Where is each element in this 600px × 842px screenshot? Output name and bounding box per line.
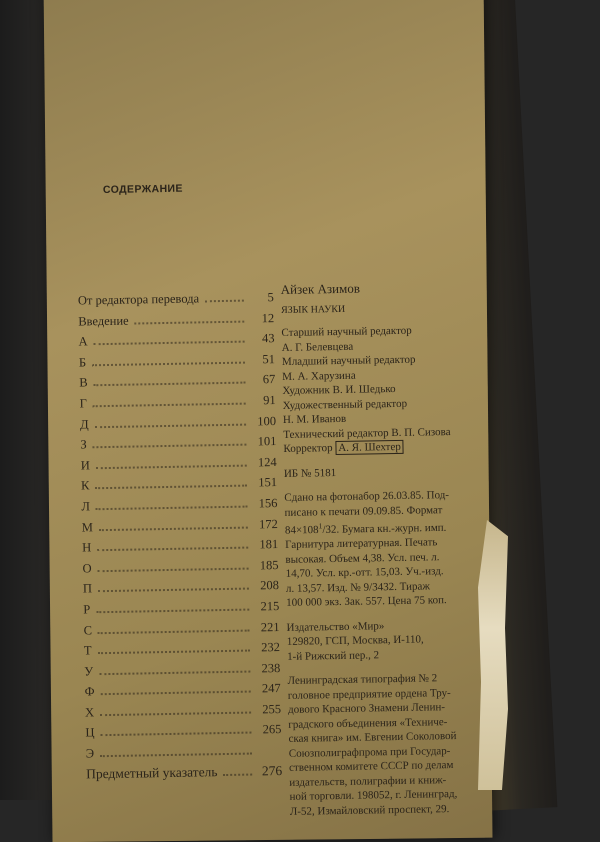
toc-entry-label: С [83, 620, 92, 641]
staff-line: Старший научный редактор [281, 323, 477, 341]
production-line: Бумага кн.-журн. имп. [342, 522, 447, 536]
toc-entry-page: 238 [256, 658, 280, 679]
toc-entry-label: Э [86, 743, 95, 764]
toc-entry-page: 5 [250, 287, 274, 308]
production-line: 100 000 экз. Зак. 557. Цена 75 коп. [286, 593, 482, 611]
toc-leader-dots [94, 413, 246, 428]
format-fraction: /32. [322, 524, 339, 536]
toc-leader-dots [100, 701, 251, 716]
toc-leader-dots [96, 598, 249, 613]
toc-leader-dots [100, 681, 250, 696]
toc-entry-page: 67 [251, 369, 275, 390]
toc-entry-label: Б [79, 352, 87, 373]
production-line: Сдано на фотонабор 26.03.85. Под- [284, 488, 480, 506]
toc-entry-page: 255 [257, 699, 281, 720]
production-line: писано к печати 09.09.85. Формат [284, 502, 480, 520]
toc-entry-page: 43 [250, 328, 274, 349]
production-line: л. 13,57. Изд. № 9/3432. Тираж [286, 578, 482, 596]
staff-line: А. Г. Белевцева [282, 337, 478, 355]
staff-line: Н. М. Иванов [283, 410, 479, 428]
production-details [284, 488, 482, 611]
toc-leader-dots [97, 640, 250, 655]
toc-entry-page: 185 [254, 555, 278, 576]
printer-details [287, 671, 486, 819]
publisher-name: Издательство «Мир» [287, 617, 483, 635]
toc-leader-dots [93, 331, 244, 346]
toc-entry-page: 276 [258, 761, 282, 782]
printer-line: Ленинградская типография № 2 [287, 671, 483, 689]
toc-entry-label: Л [81, 496, 90, 517]
toc-entry-label: В [79, 373, 88, 394]
toc-entry-label: А [78, 332, 87, 353]
toc-leader-dots [94, 372, 246, 387]
toc-leader-dots [100, 722, 251, 737]
toc-entry-page: 247 [257, 678, 281, 699]
toc-entry-page: 100 [252, 411, 276, 432]
toc-entry-label: Н [82, 537, 91, 558]
toc-leader-dots [97, 557, 248, 572]
ib-number: ИБ № 5181 [284, 463, 480, 481]
toc-leader-dots [95, 475, 247, 490]
toc-entry-page: 265 [257, 719, 281, 740]
toc-entry-page: 91 [251, 390, 275, 411]
toc-entry-page: 12 [250, 308, 274, 329]
toc-entry-page: 232 [256, 637, 280, 658]
production-line: 14,70. Усл. кр.-отт. 15,03. Уч.-изд. [286, 564, 482, 582]
toc-leader-dots [134, 310, 244, 324]
toc-entry-label: Д [80, 414, 89, 435]
printer-line: дового Красного Знамени Ленин- [288, 700, 484, 718]
toc-leader-dots [100, 743, 252, 758]
toc-leader-dots [96, 454, 247, 469]
printer-line: Союзполиграфпрома при Государ- [289, 743, 485, 761]
contents-heading: СОДЕРЖАНИЕ [103, 183, 183, 196]
toc-leader-dots [98, 619, 250, 634]
toc-leader-dots [98, 578, 249, 593]
toc-entry-label: От редактора перевода [78, 288, 200, 311]
printer-line: ной торговли. 198052, г. Ленинград, [289, 787, 485, 805]
toc-entry-label: Х [85, 702, 94, 723]
format-value: 84×108 [285, 524, 319, 537]
toc-entry-page: 215 [255, 596, 279, 617]
staff-line: М. А. Харузина [282, 366, 478, 384]
book-title: ЯЗЫК НАУКИ [281, 300, 477, 318]
toc-entry-page: 51 [251, 349, 275, 370]
toc-entry-label: Предметный указатель [86, 762, 218, 785]
corrector-label: Корректор [283, 442, 332, 455]
toc-entry-label: Ц [85, 723, 94, 744]
toc-entry-label: Введение [78, 310, 129, 331]
toc-leader-dots [93, 434, 247, 449]
printer-line: ственном комитете СССР по делам [289, 758, 485, 776]
production-line: Гарнитура литературная. Печать [285, 535, 481, 553]
table-of-contents [78, 287, 283, 785]
toc-entry-page: 172 [254, 514, 278, 535]
format-sup: 1 [318, 521, 322, 530]
toc-leader-dots [97, 537, 248, 552]
toc-entry [86, 761, 282, 785]
toc-entry-label: П [83, 579, 92, 600]
toc-entry-label: Г [80, 393, 88, 414]
imprint-block [281, 280, 486, 819]
corrector-name: А. Я. Шехтер [335, 440, 404, 455]
staff-line: Художественный редактор [283, 395, 479, 413]
staff-line: Младший научный редактор [282, 352, 478, 370]
production-line: высокая. Объем 4,38. Усл. печ. л. [285, 549, 481, 567]
toc-entry-page: 151 [253, 472, 277, 493]
printer-line: градского объединения «Техниче- [288, 714, 484, 732]
toc-entry-label: У [84, 661, 93, 682]
staff-line: Художник В. И. Шедько [282, 381, 478, 399]
printer-line: головное предприятие ордена Тру- [288, 685, 484, 703]
toc-entry-page: 101 [252, 431, 276, 452]
toc-leader-dots [223, 763, 252, 775]
printer-line: издательств, полиграфии и книж- [289, 772, 485, 790]
toc-entry-label: Р [83, 599, 90, 620]
address-line: 129820, ГСП, Москва, И-110, [287, 632, 483, 650]
toc-entry-label: Ф [85, 682, 95, 703]
staff-line: Технический редактор В. П. Сизова [283, 424, 479, 442]
printer-line: Л-52, Измайловский проспект, 29. [290, 801, 486, 819]
address-line: 1-й Рижский пер., 2 [287, 646, 483, 664]
toc-leader-dots [93, 393, 246, 408]
staff-list [281, 323, 479, 442]
toc-leader-dots [99, 516, 248, 531]
toc-entry-page: 156 [253, 493, 277, 514]
toc-entry-page: 208 [255, 575, 279, 596]
toc-entry-label: Т [84, 640, 92, 661]
toc-entry-page: 181 [254, 534, 278, 555]
toc-entry-label: И [81, 455, 90, 476]
toc-entry-page: 221 [255, 617, 279, 638]
printer-line: ская книга» им. Евгении Соколовой [288, 729, 484, 747]
toc-entry-label: К [81, 476, 90, 497]
toc-entry-label: М [82, 517, 93, 538]
toc-leader-dots [92, 351, 245, 366]
author-name: Айзек Азимов [281, 280, 477, 298]
toc-entry-label: З [80, 435, 87, 456]
toc-leader-dots [99, 660, 250, 675]
toc-leader-dots [205, 290, 244, 303]
toc-leader-dots [96, 496, 248, 511]
toc-entry-label: О [82, 558, 91, 579]
toc-entry-page: 124 [253, 452, 277, 473]
